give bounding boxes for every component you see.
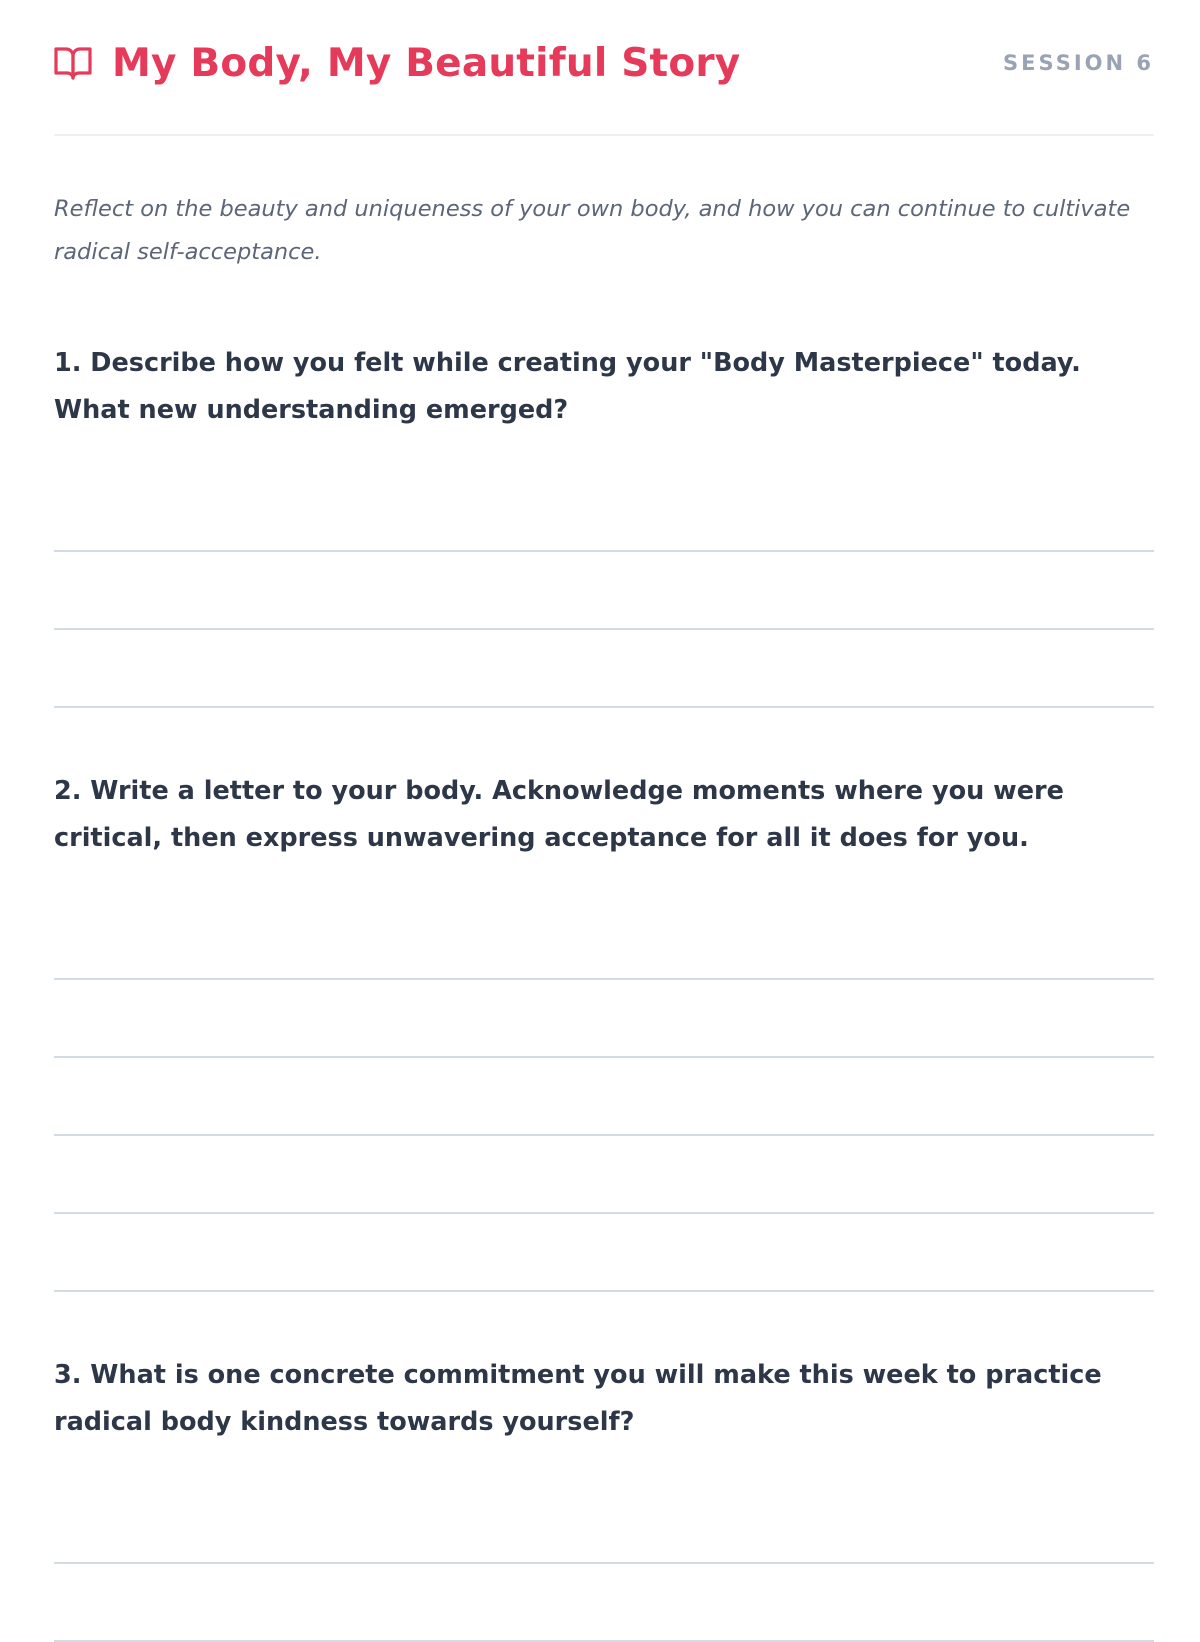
answer-line[interactable] <box>54 552 1154 630</box>
page-title: My Body, My Beautiful Story <box>112 40 741 86</box>
answer-line[interactable] <box>54 1214 1154 1292</box>
answer-lines-2[interactable] <box>54 902 1154 1292</box>
answer-lines-1[interactable] <box>54 474 1154 708</box>
answer-line[interactable] <box>54 1058 1154 1136</box>
book-open-icon <box>54 46 92 80</box>
answer-line[interactable] <box>54 902 1154 980</box>
worksheet-header <box>54 0 1154 136</box>
title-group <box>54 41 740 86</box>
answer-line[interactable] <box>54 980 1154 1058</box>
intro-text: Reflect on the beauty and uniqueness of your own body, and how you can continue to cultivate radical self-acceptance. <box>54 196 1131 265</box>
answer-lines-3[interactable] <box>54 1486 1154 1642</box>
worksheet-page <box>54 0 1154 1642</box>
answer-line[interactable] <box>54 474 1154 552</box>
question-3: 3. What is one concrete commitment you will make this week to practice radical body kindness towards yourself? <box>54 1360 1102 1437</box>
answer-line[interactable] <box>54 1136 1154 1214</box>
session-label: SESSION 6 <box>1003 51 1154 75</box>
question-1: 1. Describe how you felt while creating your "Body Masterpiece" today. What new understanding emerged? <box>54 348 1081 425</box>
answer-line[interactable] <box>54 630 1154 708</box>
answer-line[interactable] <box>54 1564 1154 1642</box>
question-2: 2. Write a letter to your body. Acknowledge moments where you were critical, then express unwavering acceptance for all it does for you. <box>54 776 1064 853</box>
answer-line[interactable] <box>54 1486 1154 1564</box>
